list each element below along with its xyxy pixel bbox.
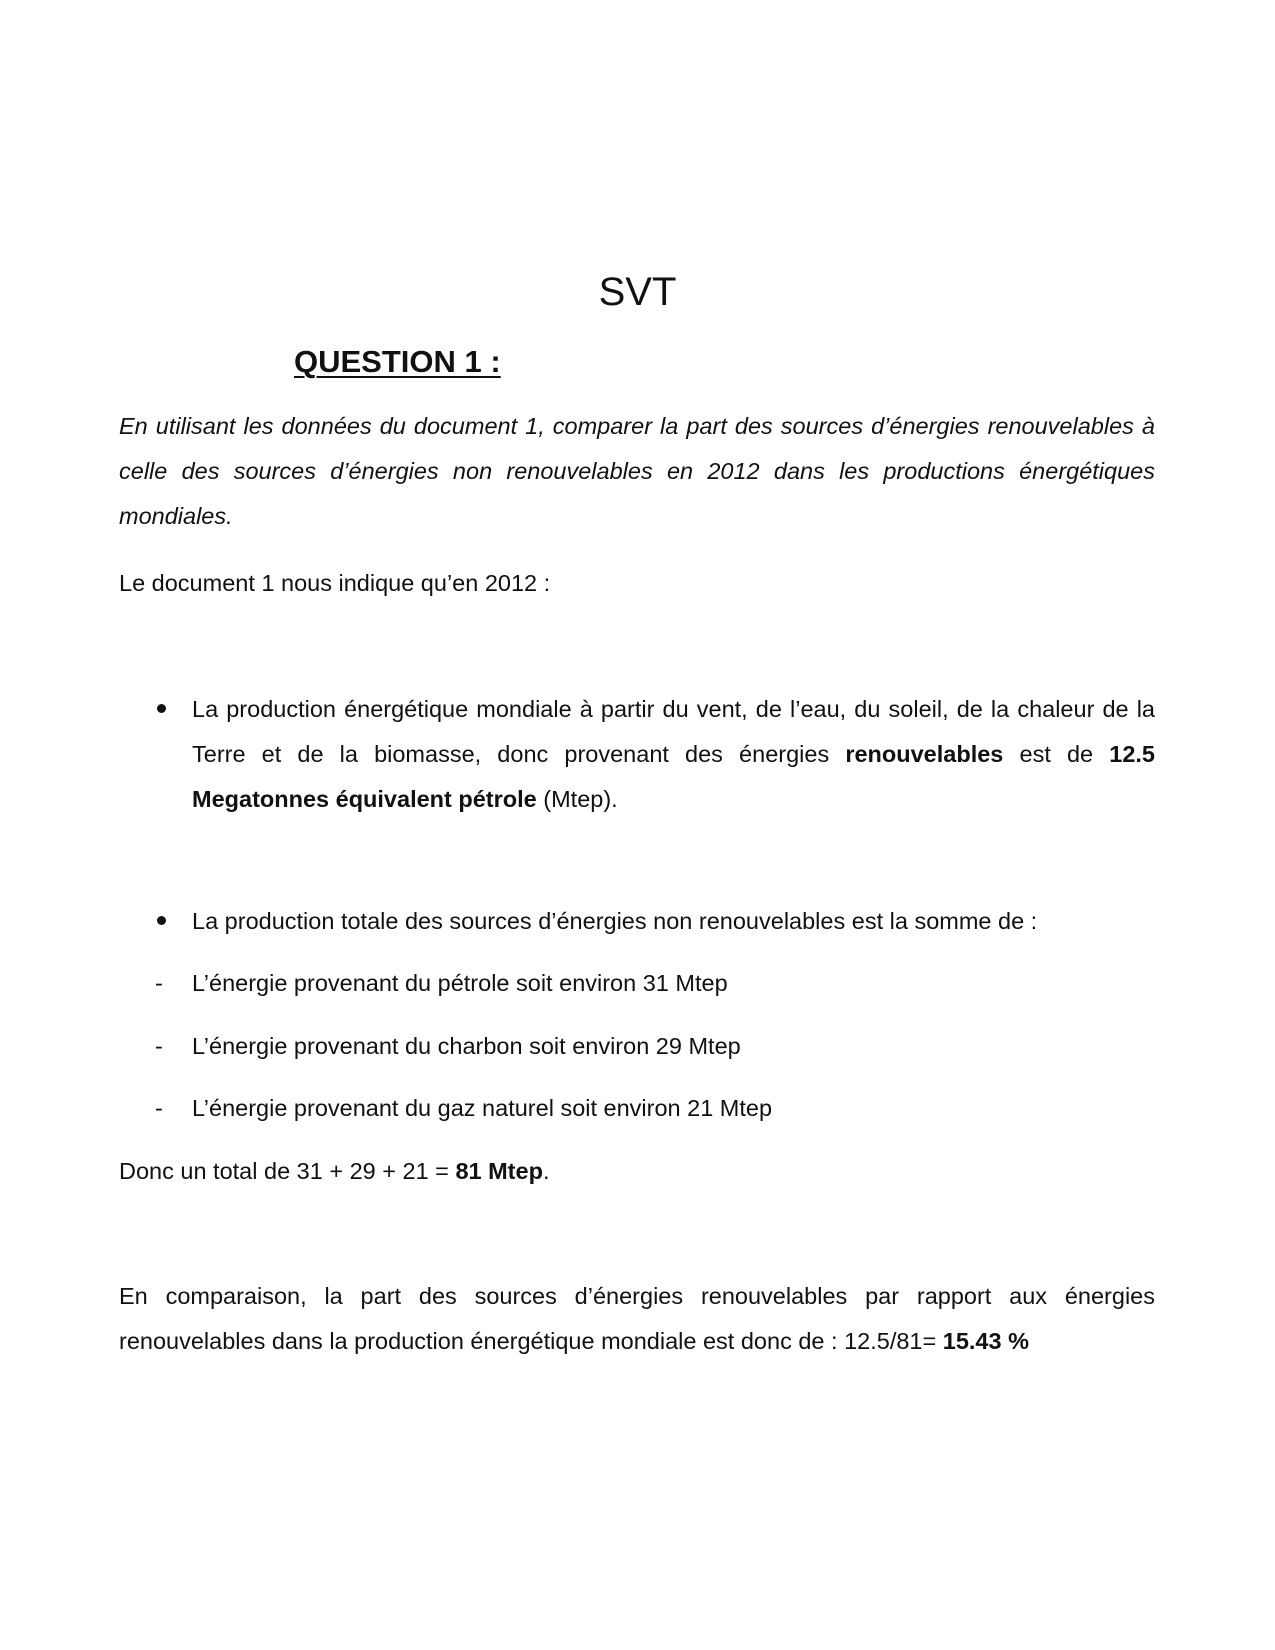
- list-item-text: L’énergie provenant du gaz naturel soit environ 21 Mtep: [192, 1095, 773, 1121]
- renewables-keyword: renouvelables: [845, 741, 1004, 767]
- dash-marker: -: [155, 1095, 163, 1121]
- list-item-text: L’énergie provenant du charbon soit environ 29 Mtep: [192, 1033, 741, 1059]
- list-item: [155, 961, 1155, 1006]
- conclusion-value: 15.43 %: [942, 1328, 1029, 1354]
- dash-marker: -: [155, 970, 163, 996]
- bullet-icon: [157, 704, 166, 713]
- question-heading: QUESTION 1 :: [294, 344, 501, 379]
- page-title: SVT: [598, 270, 677, 314]
- conclusion-paragraph: En comparaison, la part des sources d’énergies renouvelables par rapport aux énergies renouvelables dans la production énergétique mondiale est donc de : 12.5/81= 15.43 %: [119, 1283, 1155, 1354]
- list-item: [155, 1024, 1155, 1069]
- bullet-item-renewables: [155, 687, 1155, 822]
- renewables-value: 12.5 Megatonnes équivalent pétrole: [192, 741, 1155, 812]
- bullet-text-non-renewables: La production totale des sources d’énergies non renouvelables est la somme de :: [192, 908, 1038, 934]
- question-prompt: En utilisant les données du document 1, comparer la part des sources d’énergies renouvelables à celle des sources d’énergies non renouvelables en 2012 dans les productions énergétiques mondiales.: [119, 413, 1155, 529]
- dash-marker: -: [155, 1033, 163, 1059]
- list-item: [155, 1086, 1155, 1131]
- intro-paragraph: Le document 1 nous indique qu’en 2012 :: [119, 570, 551, 596]
- bullet-icon: [157, 916, 166, 925]
- list-item-text: L’énergie provenant du pétrole soit environ 31 Mtep: [192, 970, 728, 996]
- total-line: Donc un total de 31 + 29 + 21 = 81 Mtep.: [119, 1158, 550, 1184]
- bullet-item-non-renewables: [155, 899, 1155, 944]
- bullet-text-renewables: La production énergétique mondiale à partir du vent, de l’eau, du soleil, de la chaleur de la Terre et de la biomasse, donc provenant des énergies renouvelables est de 12.5 Megatonnes équivalent pétrole (Mtep).: [192, 696, 1155, 812]
- total-value: 81 Mtep: [455, 1158, 543, 1184]
